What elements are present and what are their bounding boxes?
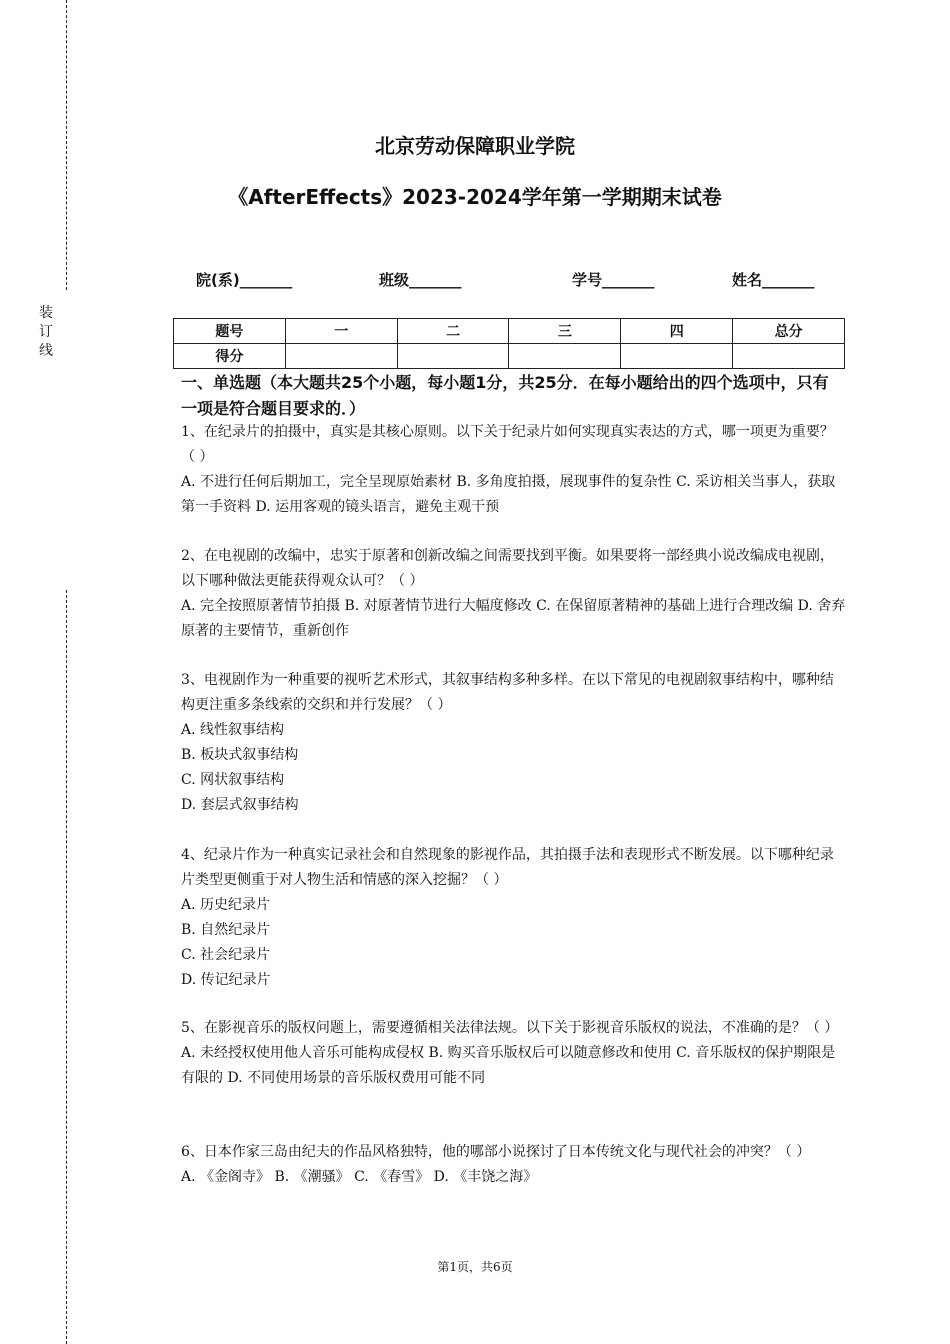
question-options: A. 完全按照原著情节拍摄 B. 对原著情节进行大幅度修改 C. 在保留原著精神的基础上进行合理改编 D. 舍弃原著的主要情节，重新创作 — [181, 598, 846, 639]
department-field: 院(系)_______ — [196, 271, 293, 289]
score-input-cell — [285, 344, 397, 369]
score-cell: 四 — [621, 319, 733, 344]
question-5 — [181, 1016, 847, 1091]
score-table — [173, 318, 845, 369]
student-info-row — [0, 269, 950, 291]
option: B. 板块式叙事结构 — [181, 747, 299, 763]
question-3 — [181, 668, 847, 818]
question-2 — [181, 544, 847, 644]
score-cell: 一 — [285, 319, 397, 344]
option: B. 自然纪录片 — [181, 922, 271, 938]
section-heading: 一、单选题（本大题共25个小题，每小题1分，共25分．在每小题给出的四个选项中，只有一项是符合题目要求的．） — [181, 373, 829, 418]
binding-line-bottom — [66, 590, 67, 1344]
question-1 — [181, 420, 847, 520]
page-footer: 第1页，共6页 — [437, 1260, 513, 1274]
option: A. 历史纪录片 — [181, 897, 271, 913]
option: C. 社会纪录片 — [181, 947, 271, 963]
score-cell: 总分 — [733, 319, 845, 344]
question-options: A. 不进行任何后期加工，完全呈现原始素材 B. 多角度拍摄，展现事件的复杂性 C. 采访相关当事人，获取第一手资料 D. 运用客观的镜头语言，避免主观干预 — [181, 474, 836, 515]
score-table-score-row — [174, 344, 845, 369]
score-table-header-row — [174, 319, 845, 344]
name-field: 姓名_______ — [732, 271, 815, 289]
question-4 — [181, 843, 847, 993]
score-input-cell — [509, 344, 621, 369]
option: A. 线性叙事结构 — [181, 722, 285, 738]
question-stem: 5、在影视音乐的版权问题上，需要遵循相关法律法规。以下关于影视音乐版权的说法，不准确的是？（ ） — [181, 1020, 839, 1036]
student-id-field: 学号_______ — [572, 271, 655, 289]
score-cell: 二 — [397, 319, 509, 344]
exam-title: 《AfterEffects》2023-2024学年第一学期期末试卷 — [228, 185, 722, 209]
score-input-cell — [621, 344, 733, 369]
question-stem: 2、在电视剧的改编中，忠实于原著和创新改编之间需要找到平衡。如果要将一部经典小说改编成电视剧，以下哪种做法更能获得观众认可？（ ） — [181, 548, 834, 589]
score-input-cell — [733, 344, 845, 369]
question-options: A. 《金阁寺》 B. 《潮骚》 C. 《春雪》 D. 《丰饶之海》 — [181, 1169, 538, 1185]
option: C. 网状叙事结构 — [181, 772, 285, 788]
option: D. 传记纪录片 — [181, 972, 271, 988]
question-stem: 3、电视剧作为一种重要的视听艺术形式，其叙事结构多种多样。在以下常见的电视剧叙事结构中，哪种结构更注重多条线索的交织和并行发展？（ ） — [181, 672, 834, 713]
class-field: 班级_______ — [379, 271, 462, 289]
score-cell: 三 — [509, 319, 621, 344]
question-6 — [181, 1140, 847, 1190]
question-stem: 1、在纪录片的拍摄中，真实是其核心原则。以下关于纪录片如何实现真实表达的方式，哪一项更为重要？（ ） — [181, 424, 834, 465]
score-cell: 得分 — [174, 344, 286, 369]
score-cell: 题号 — [174, 319, 286, 344]
question-options: A. 未经授权使用他人音乐可能构成侵权 B. 购买音乐版权后可以随意修改和使用 C. 音乐版权的保护期限是有限的 D. 不同使用场景的音乐版权费用可能不同 — [181, 1045, 836, 1086]
school-name: 北京劳动保障职业学院 — [375, 134, 575, 158]
question-stem: 6、日本作家三岛由纪夫的作品风格独特，他的哪部小说探讨了日本传统文化与现代社会的冲突？（ ） — [181, 1144, 811, 1160]
binding-label: 装订线 — [39, 305, 53, 359]
question-stem: 4、纪录片作为一种真实记录社会和自然现象的影视作品，其拍摄手法和表现形式不断发展。以下哪种纪录片类型更侧重于对人物生活和情感的深入挖掘？（ ） — [181, 847, 834, 888]
option: D. 套层式叙事结构 — [181, 797, 299, 813]
score-input-cell — [397, 344, 509, 369]
